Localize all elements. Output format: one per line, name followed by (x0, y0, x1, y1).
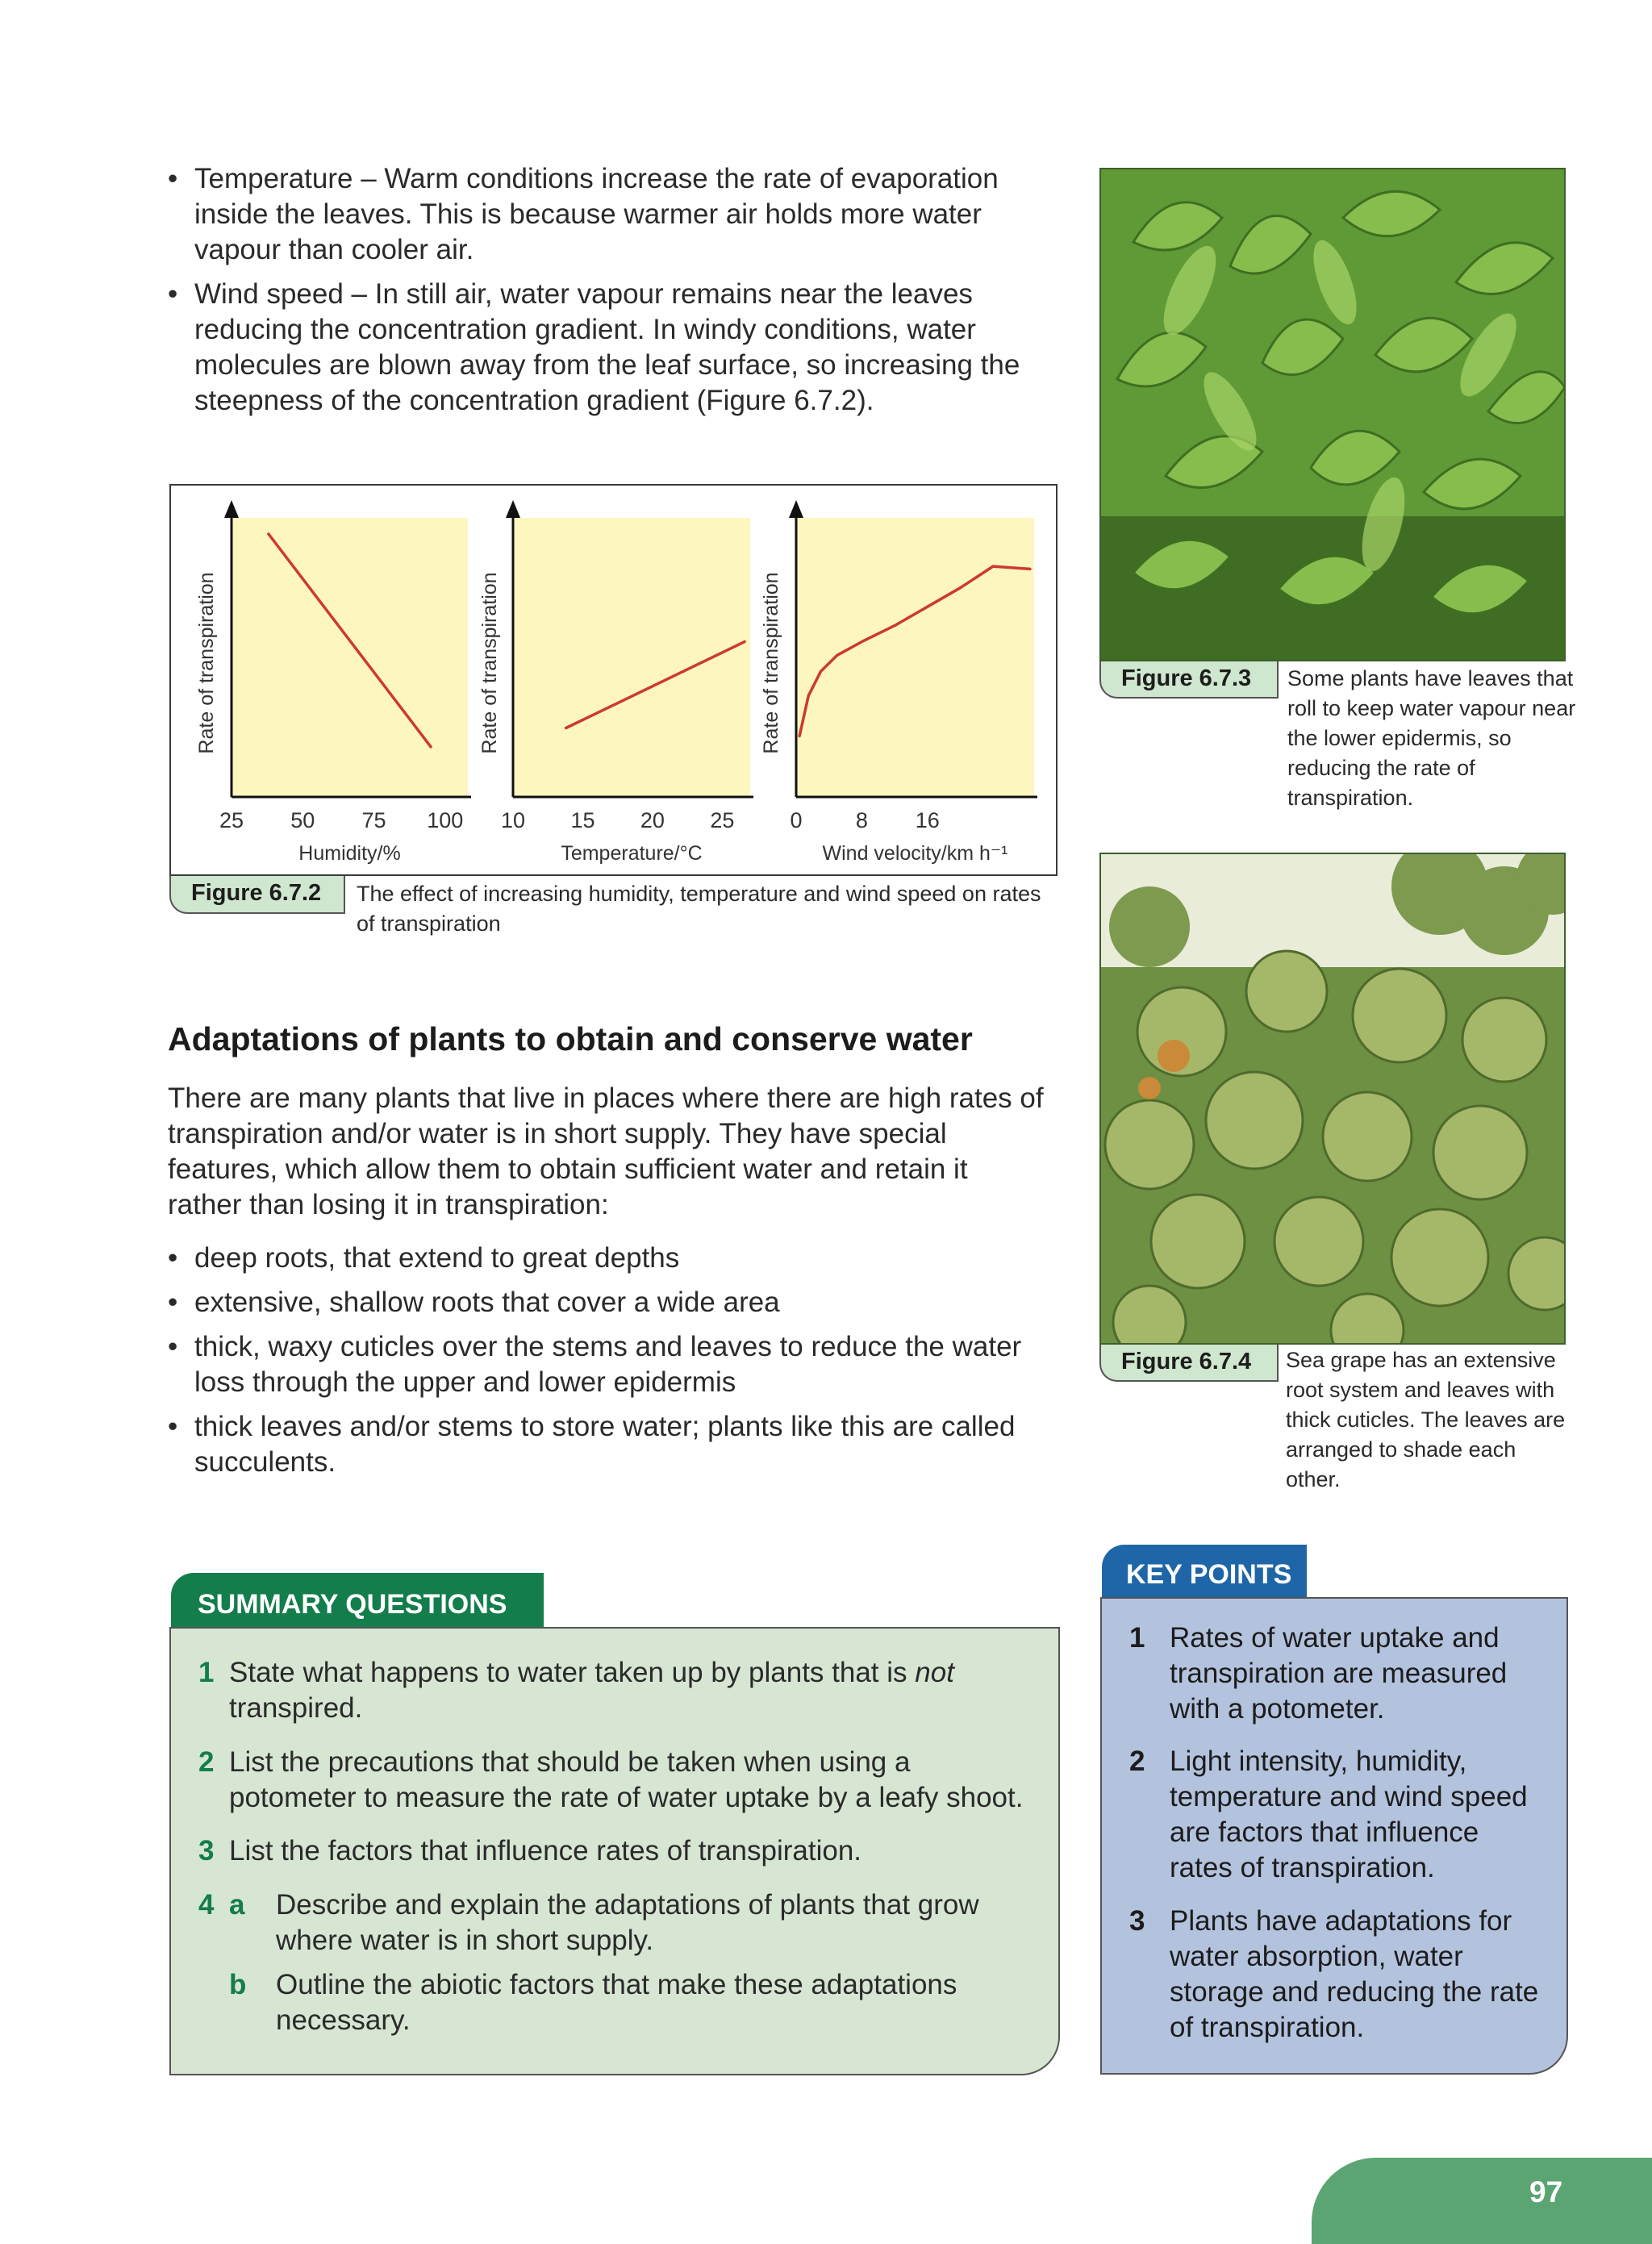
page-number: 97 (1529, 2175, 1563, 2209)
y-axis-arrow (789, 500, 803, 518)
x-tick-label: 15 (570, 808, 595, 832)
adaptation-item: • thick, waxy cuticles over the stems and leaves to reduce the water loss through the upper and lower epidermis (168, 1329, 1047, 1400)
x-tick-label: 25 (219, 808, 244, 832)
figure-674-label: Figure 6.7.4 (1099, 1345, 1279, 1382)
x-tick-label: 75 (361, 808, 386, 832)
figure-672-charts (169, 484, 1058, 876)
adaptation-item: • deep roots, that extend to great depths (168, 1241, 1047, 1276)
x-tick-label: 10 (500, 808, 526, 832)
question-3: List the factors that influence rates of transpiration. (229, 1835, 862, 1867)
y-axis-label: Rate of transpiration (478, 572, 501, 754)
question-2: List the precautions that should be taken when using a potometer to measure the rate of water uptake by a leafy shoot. (229, 1746, 1024, 1813)
x-tick-label: 8 (855, 808, 868, 832)
question-part-letter: b (229, 1969, 247, 2000)
photo-sea-grape (1099, 853, 1566, 1345)
figure-672-label: Figure 6.7.2 (169, 876, 345, 914)
summary-questions-title: SUMMARY QUESTIONS (171, 1573, 544, 1629)
top-bullet-list (168, 161, 1047, 428)
key-point-1: Rates of water uptake and transpiration are measured with a potometer. (1170, 1622, 1508, 1725)
x-tick-label: 50 (290, 808, 315, 832)
key-point-number: 3 (1129, 1905, 1145, 1937)
section-heading: Adaptations of plants to obtain and conserve water (168, 1020, 973, 1057)
question-number: 1 (198, 1657, 215, 1688)
figure-674-caption: Sea grape has an extensive root system and leaves with thick cuticles. The leaves are arranged to shade each other. (1286, 1348, 1566, 1491)
intro-paragraph: There are many plants that live in places where there are high rates of transpiration and/or water is in short supply. They have special features, which allow them to obtain sufficient water and retain it rather than losing it in transpiration: (168, 1082, 1044, 1220)
y-axis-arrow (506, 500, 520, 518)
x-tick-label: 16 (915, 808, 940, 832)
x-tick-label: 20 (640, 808, 665, 832)
question-number: 3 (198, 1835, 215, 1867)
bullet-temperature: • Temperature – Warm conditions increase the rate of evaporation inside the leaves. This is because warmer air holds more water vapour than cooler air. (168, 161, 1047, 268)
key-point-number: 1 (1129, 1622, 1145, 1654)
question-part-letter: a (229, 1889, 245, 1921)
figure-673-caption: Some plants have leaves that roll to keep water vapour near the lower epidermis, so reducing the rate of transpiration. (1287, 666, 1576, 810)
x-tick-label: 25 (710, 808, 735, 832)
key-point-2: Light intensity, humidity, temperature and wind speed are factors that influence rates of transpiration. (1170, 1746, 1528, 1883)
plot-area (796, 518, 1034, 797)
key-points-box (1100, 1597, 1568, 2075)
key-point-number: 2 (1129, 1746, 1145, 1777)
summary-questions-box (169, 1627, 1060, 2075)
page-number-tab (1312, 2158, 1652, 2244)
photo-rolled-leaves-plant (1099, 168, 1566, 661)
question-number: 4 (198, 1889, 215, 1921)
x-axis-label: Wind velocity/km h⁻¹ (822, 842, 1008, 865)
y-axis-label: Rate of transpiration (760, 572, 782, 754)
question-1 (229, 1655, 1044, 1726)
plot-area (232, 518, 468, 797)
question-1-emphasis: not (915, 1657, 954, 1688)
adaptations-list (168, 1241, 1047, 1489)
adaptation-item: • extensive, shallow roots that cover a wide area (168, 1285, 1047, 1320)
x-tick-label: 0 (790, 808, 803, 832)
key-points-title: KEY POINTS (1102, 1545, 1307, 1599)
x-tick-label: 100 (427, 808, 464, 832)
question-4a: Describe and explain the adaptations of plants that grow where water is in short supply. (276, 1889, 979, 1956)
x-axis-label: Humidity/% (298, 842, 401, 865)
question-number: 2 (198, 1746, 215, 1778)
y-axis-label: Rate of transpiration (195, 572, 218, 754)
question-1-text-end: transpired. (229, 1692, 363, 1724)
key-point-3: Plants have adaptations for water absorption, water storage and reducing the rate of transpiration. (1170, 1905, 1539, 2043)
figure-672-caption: The effect of increasing humidity, temperature and wind speed on rates of transpiration (357, 882, 1041, 936)
bullet-wind-speed: • Wind speed – In still air, water vapour remains near the leaves reducing the concentration gradient. In windy conditions, water molecules are blown away from the leaf surface, so increasing the steepness of the concentration gradient (Figure 6.7.2). (168, 277, 1047, 419)
adaptation-item: • thick leaves and/or stems to store water; plants like this are called succulents. (168, 1409, 1047, 1480)
question-4b: Outline the abiotic factors that make these adaptations necessary. (276, 1969, 957, 2036)
figure-673-label: Figure 6.7.3 (1099, 661, 1279, 699)
transpiration-charts (171, 486, 1059, 878)
question-1-text: State what happens to water taken up by plants that is (229, 1657, 916, 1688)
x-axis-label: Temperature/°C (561, 842, 703, 865)
y-axis-arrow (224, 500, 239, 518)
